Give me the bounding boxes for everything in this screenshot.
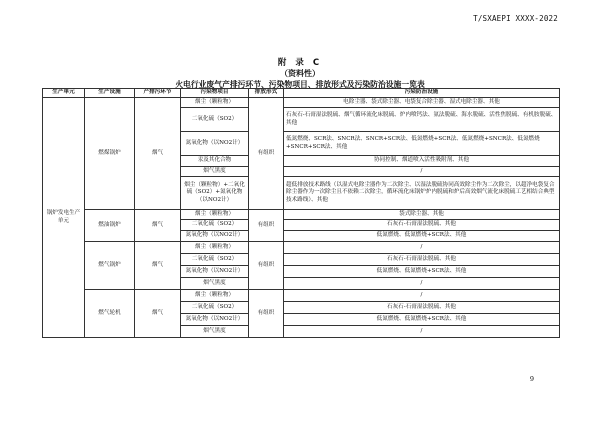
pollutant-cell: 烟尘（颗粒物）	[181, 98, 249, 108]
facility-cell: 燃气轮机	[85, 290, 135, 338]
table-row	[43, 242, 560, 254]
control-cell: 石灰石-石膏湿法脱硫、其他	[284, 220, 560, 231]
pollutant-cell: 二氧化硫（SO2）	[181, 108, 249, 132]
stage-cell: 烟气	[135, 290, 181, 338]
pollutant-cell: 氮氧化物（以NO2计）	[181, 132, 249, 156]
pollutant-cell: 二氧化硫（SO2）	[181, 254, 249, 266]
pollutant-cell: 氮氧化物（以NO2计）	[181, 231, 249, 242]
header-production-unit: 生产单元	[43, 89, 85, 98]
table-title: 火电行业废气产排污环节、污染物项目、排放形式及污染防治设施一览表	[175, 80, 425, 89]
control-cell: 低氮燃烧、低氮燃烧+SCR法、其他	[284, 314, 560, 326]
control-cell: /	[284, 290, 560, 302]
pollutant-cell: 烟气黑度	[181, 167, 249, 177]
pollutant-cell: 烟尘（颗粒物）	[181, 290, 249, 302]
pollutant-cell: 烟气黑度	[181, 278, 249, 290]
control-cell: /	[284, 242, 560, 254]
header-emission-stage: 产排污环节	[135, 89, 181, 98]
table-row	[43, 210, 560, 220]
appendix-title: 附 录 C	[277, 58, 323, 68]
pollutant-cell: 烟尘（颗粒物）	[181, 210, 249, 220]
table-header-row	[43, 89, 560, 98]
unit-cell: 锅炉发电生产单元	[43, 98, 85, 338]
table-row	[43, 98, 560, 108]
appendix-note: （资料性）	[280, 69, 320, 78]
pollutant-cell: 二氧化硫（SO2）	[181, 220, 249, 231]
control-cell: 石灰石-石膏湿法脱硫、其他	[284, 302, 560, 314]
control-cell: /	[284, 278, 560, 290]
control-cell: /	[284, 326, 560, 338]
emission-form-cell: 有组织	[249, 242, 284, 290]
control-cell: 电除尘器、袋式除尘器、电袋复合除尘器、湿式电除尘器、其他	[284, 98, 560, 108]
emission-form-cell: 有组织	[249, 210, 284, 242]
control-cell: 超低排放技术路线（以湿式电除尘器作为二次除尘、以湿法脱硫协同高效除尘作为二次除尘，以超净电袋复合除尘器作为一次除尘且不依赖二次除尘，循环流化床锅炉炉内脱硫和炉后高效烟气流化床脱硫工艺相结合典型技术路线）、其他	[284, 177, 560, 210]
emission-form-cell: 有组织	[249, 290, 284, 338]
facility-cell: 燃气锅炉	[85, 242, 135, 290]
pollutant-cell: 氮氧化物（以NO2计）	[181, 314, 249, 326]
control-cell: 低氮燃烧、SCR法、SNCR法、SNCR+SCR法、低氮燃烧+SCR法、低氮燃烧+SNCR法、低氮燃烧+SNCR+SCR法、其他	[284, 132, 560, 156]
facility-cell: 燃油锅炉	[85, 210, 135, 242]
facility-cell: 燃煤锅炉	[85, 98, 135, 210]
pollutant-cell: 汞及其化合物	[181, 156, 249, 167]
control-cell: 袋式除尘器、其他	[284, 210, 560, 220]
emission-form-cell: 有组织	[249, 98, 284, 210]
pollutant-cell: 氮氧化物（以NO2计）	[181, 266, 249, 278]
pollutant-cell: 烟气黑度	[181, 326, 249, 338]
control-cell: 低氮燃烧、低氮燃烧+SCR法、其他	[284, 231, 560, 242]
pollutant-cell: 烟尘（颗粒物）+二氧化硫（SO2）+氮氧化物（以NO2计）	[181, 177, 249, 210]
control-cell: 石灰石-石膏湿法脱硫、其他	[284, 254, 560, 266]
pollution-control-table	[42, 88, 560, 338]
control-cell: 协同控制、烟道喷入活性吸附剂、其他	[284, 156, 560, 167]
header-emission-form: 排放形式	[249, 89, 284, 98]
document-code: T/SXAEPI XXXX-2022	[473, 14, 558, 23]
stage-cell: 烟气	[135, 210, 181, 242]
stage-cell: 烟气	[135, 242, 181, 290]
table-row	[43, 290, 560, 302]
page-number: 9	[529, 375, 534, 383]
pollutant-cell: 二氧化硫（SO2）	[181, 302, 249, 314]
control-cell: 石灰石-石膏湿法脱硫、烟气循环流化床脱硫、炉内喷钙法、氨法脱硫、海水脱硫、活性焦脱硫、有机胺脱硫、其他	[284, 108, 560, 132]
header-production-facility: 生产设施	[85, 89, 135, 98]
control-cell: 低氮燃烧、低氮燃烧+SCR法、其他	[284, 266, 560, 278]
control-cell: /	[284, 167, 560, 177]
stage-cell: 烟气	[135, 98, 181, 210]
header-pollutant: 污染物项目	[181, 89, 249, 98]
header-control-facility: 污染防治设施	[284, 89, 560, 98]
pollutant-cell: 烟尘（颗粒物）	[181, 242, 249, 254]
